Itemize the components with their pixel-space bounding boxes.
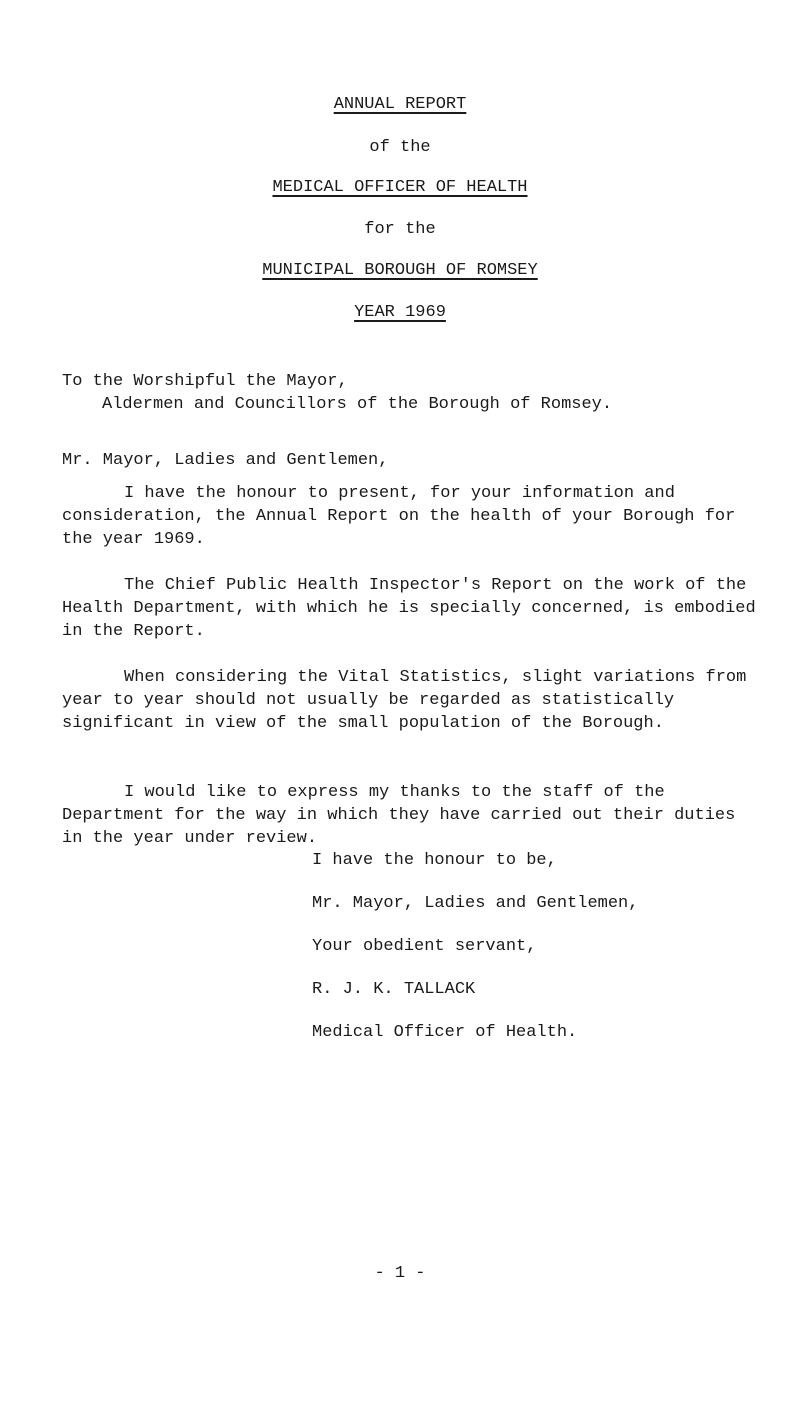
title-borough: MUNICIPAL BOROUGH OF ROMSEY	[262, 261, 538, 280]
closing-line-3: Your obedient servant,	[312, 937, 537, 956]
title-for-the: for the	[364, 220, 436, 239]
paragraph-3: When considering the Vital Statistics, slight variations from year to year should not usually be regarded as statistically significant in view of the small population of the Borough.	[62, 668, 747, 733]
closing-line-2: Mr. Mayor, Ladies and Gentlemen,	[312, 894, 639, 913]
signatory-title: Medical Officer of Health.	[312, 1023, 578, 1042]
address-line-1: To the Worshipful the Mayor,	[62, 372, 348, 391]
salutation: Mr. Mayor, Ladies and Gentlemen,	[62, 451, 389, 470]
report-title: ANNUAL REPORT	[333, 95, 467, 114]
paragraph-1: I have the honour to present, for your information and consideration, the Annual Report on the health of your Borough for the year 1969.	[62, 484, 736, 549]
paragraph-4: I would like to express my thanks to the staff of the Department for the way in which they have carried out their duties in the year under review.	[62, 783, 736, 848]
closing-line-1: I have the honour to be,	[312, 851, 557, 870]
address-line-2: Aldermen and Councillors of the Borough of Romsey.	[102, 395, 613, 414]
page-number: - 1 -	[374, 1264, 426, 1283]
signatory-name: R. J. K. TALLACK	[312, 980, 476, 999]
title-year: YEAR 1969	[354, 303, 446, 322]
paragraph-2: The Chief Public Health Inspector's Report on the work of the Health Department, with which he is specially concerned, is embodied in the Report.	[62, 576, 756, 641]
title-of-the: of the	[369, 138, 431, 157]
title-officer: MEDICAL OFFICER OF HEALTH	[272, 178, 528, 197]
